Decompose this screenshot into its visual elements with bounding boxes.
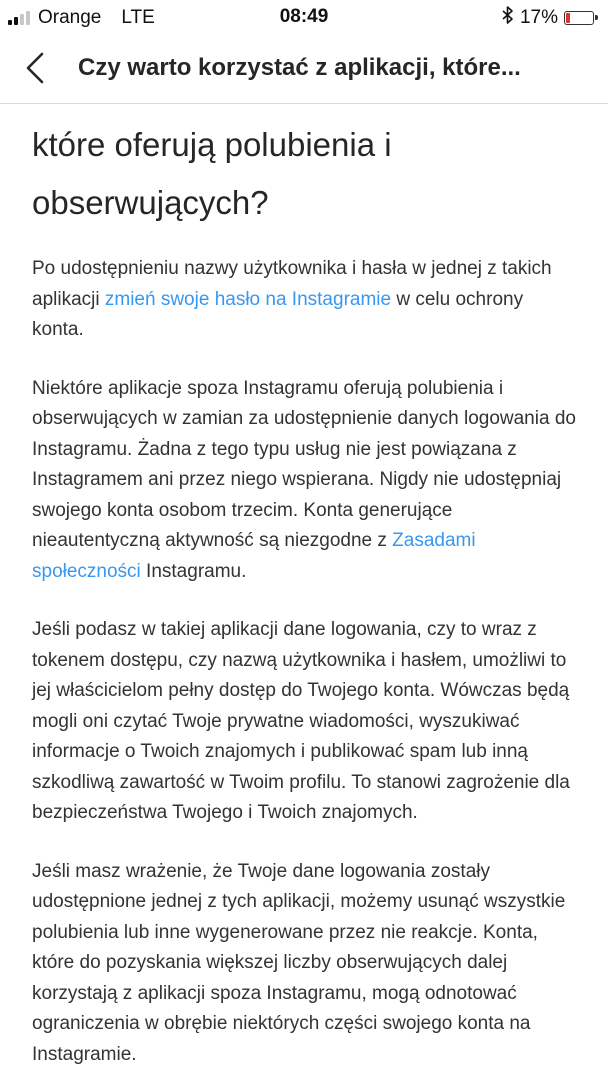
page-title: Czy warto korzystać z aplikacji, które... <box>78 54 521 81</box>
article-content <box>0 104 608 1070</box>
network-label: LTE <box>121 7 155 28</box>
nav-bar <box>0 34 608 104</box>
chevron-left-icon <box>24 51 46 85</box>
paragraph-2-text-after: Instagramu. <box>140 560 247 582</box>
status-bar <box>0 0 608 34</box>
bluetooth-icon <box>502 6 514 30</box>
battery-fill <box>566 13 570 23</box>
paragraph-4: Jeśli masz wrażenie, że Twoje dane logowania zostały udostępnione jednej z tych aplikacji, możemy usunąć wszystkie polubienia lub inne wygenerowane przez nie reakcje. Konta, które do pozyskania większej liczby obserwujących dalej korzystają z aplikacji spoza Instagramu, mogą odnotować ograniczenia w obrębie niektórych części swojego konta na Instagramie. <box>32 860 566 1065</box>
status-right <box>502 6 594 30</box>
community-guidelines-link[interactable]: Zasadami społeczności <box>32 530 476 582</box>
paragraph-1 <box>32 254 576 346</box>
paragraph-1-text-after: w celu ochrony konta. <box>32 288 524 340</box>
back-button[interactable] <box>18 48 52 88</box>
battery-icon <box>564 11 594 25</box>
change-password-link[interactable]: zmień swoje hasło na Instagramie <box>104 288 392 310</box>
battery-percent: 17% <box>519 7 558 28</box>
article-heading: które oferują polubienia i obserwujących? <box>32 126 392 221</box>
carrier-label: Orange <box>38 7 102 28</box>
paragraph-2-text-before: Niektóre aplikacje spoza Instagramu oferują polubienia i obserwujących w zamian za udostępnienie danych logowania do Instagramu. Żadna z tego typu usług nie jest powiązana z Instagramem ani przez niego wspierana. Nigdy nie udostępniaj swojego konta osobom trzecim. Konta generujące nieautentyczną aktywność są niezgodne z <box>32 377 576 551</box>
paragraph-2 <box>32 374 576 588</box>
paragraph-1-text-before: Po udostępnieniu nazwy użytkownika i hasła w jednej z takich aplikacji <box>32 258 552 310</box>
paragraph-3: Jeśli podasz w takiej aplikacji dane logowania, czy to wraz z tokenem dostępu, czy nazwą użytkownika i hasłem, umożliwi to jej właścicielom pełny dostęp do Twojego konta. Wówczas będą mogli oni czytać Twoje prywatne wiadomości, wyszukiwać informacje o Twoich znajomych i publikować spam lub inną szkodliwą zawartość w Twoim profilu. To stanowi zagrożenie dla bezpieczeństwa Twojego i Twoich znajomych. <box>32 619 570 823</box>
status-time: 08:49 <box>279 6 329 27</box>
